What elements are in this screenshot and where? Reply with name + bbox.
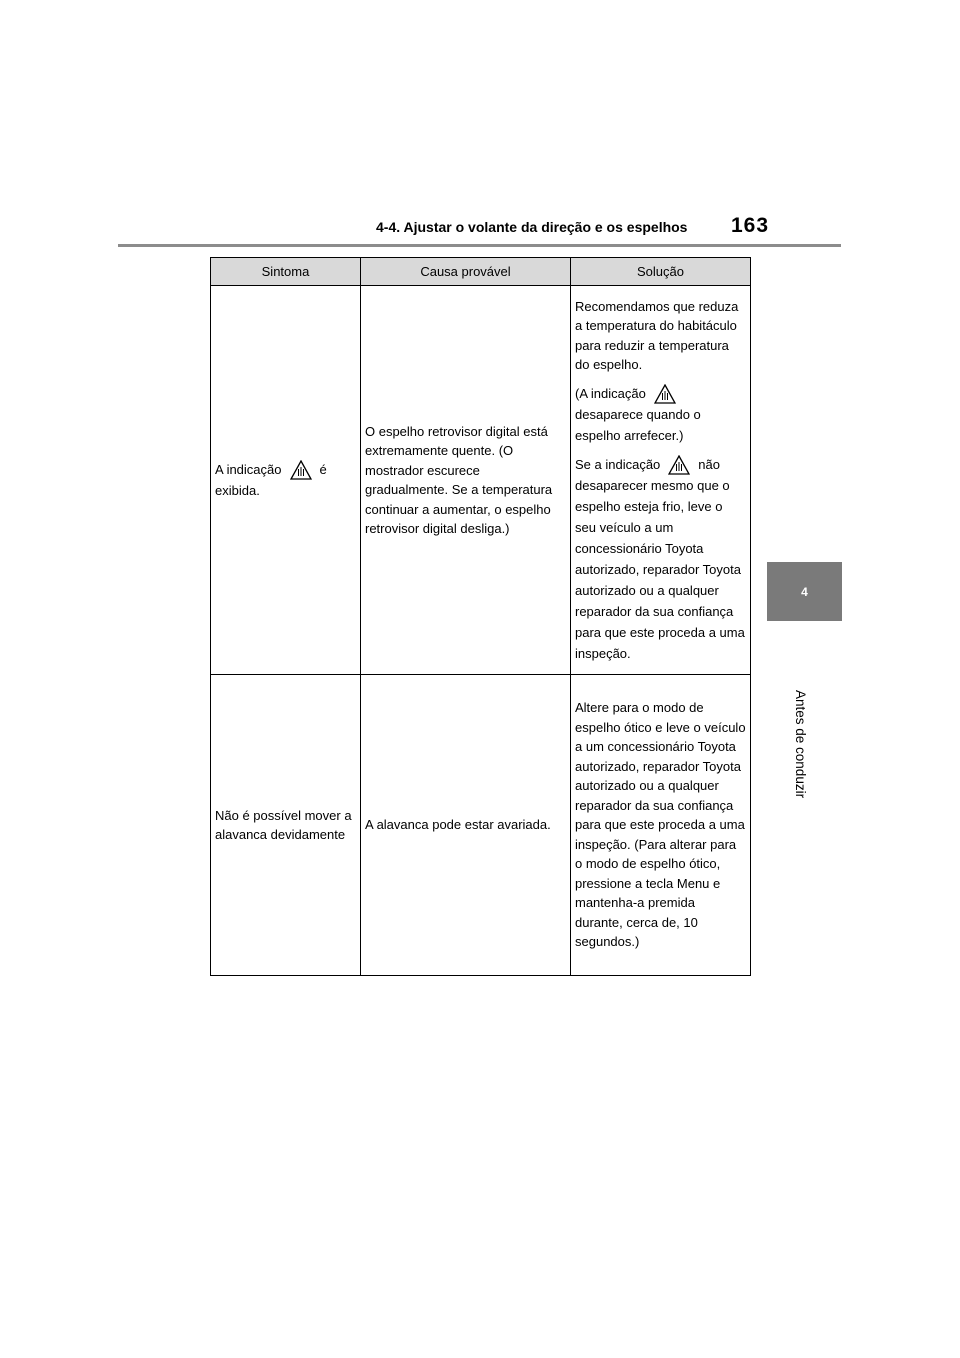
header-rule	[118, 244, 841, 247]
troubleshooting-table	[210, 257, 751, 976]
symptom-cell	[211, 286, 361, 675]
header-solution: Solução	[571, 258, 751, 286]
section-header-title: 4-4. Ajustar o volante da direção e os espelhos	[376, 219, 688, 235]
solution-cell: Altere para o modo de espelho ótico e leve o veículo a um concessionário Toyota autorizado, reparador Toyota autorizado ou a qualquer reparador da sua confiança para que este proceda a uma inspeção. (Para alterar para o modo de espelho ótico, pressione a tecla Menu e mantenha-a premida durante, cerca de, 10 segundos.)	[571, 675, 751, 976]
chapter-tab	[767, 562, 842, 621]
symptom-cell: Não é possível mover a alavanca devidamente	[211, 675, 361, 976]
solution-text: não	[698, 456, 720, 472]
solution-paragraph: Recomendamos que reduza a temperatura do habitáculo para reduzir a temperatura do espelho.	[575, 298, 739, 372]
header-cause: Causa provável	[361, 258, 571, 286]
solution-text: desaparecer mesmo que o espelho esteja frio, leve o seu veículo a um concessionário Toyota autorizado, reparador Toyota autorizado ou a qualquer reparador da sua confiança para que este proceda a uma inspeção.	[575, 477, 745, 661]
solution-text: desaparece quando o espelho arrefecer.)	[575, 406, 701, 443]
table-row	[211, 675, 751, 976]
cause-cell: A alavanca pode estar avariada.	[361, 675, 571, 976]
chapter-number: 4	[801, 584, 808, 599]
symptom-text-start: A indicação	[215, 462, 282, 477]
cause-cell: O espelho retrovisor digital está extremamente quente. (O mostrador escurece gradualmente. Se a temperatura continuar a aumentar, o espelho retrovisor digital desliga.)	[361, 286, 571, 675]
table-row	[211, 286, 751, 675]
solution-paragraph	[575, 383, 746, 446]
chapter-name: Antes de conduzir	[793, 690, 808, 799]
header-symptom: Sintoma	[211, 258, 361, 286]
page-number: 163	[731, 214, 770, 237]
symptom-text-mid: é	[319, 462, 327, 477]
solution-text: Se a indicação	[575, 456, 661, 472]
solution-text: (A indicação	[575, 385, 646, 401]
solution-paragraph	[575, 454, 746, 664]
symptom-text-end: exibida.	[215, 483, 260, 498]
mirror-temperature-warning-icon	[654, 384, 676, 404]
table-header-row	[211, 258, 751, 286]
solution-cell	[571, 286, 751, 675]
mirror-temperature-warning-icon	[668, 455, 690, 475]
mirror-temperature-warning-icon	[290, 460, 312, 480]
